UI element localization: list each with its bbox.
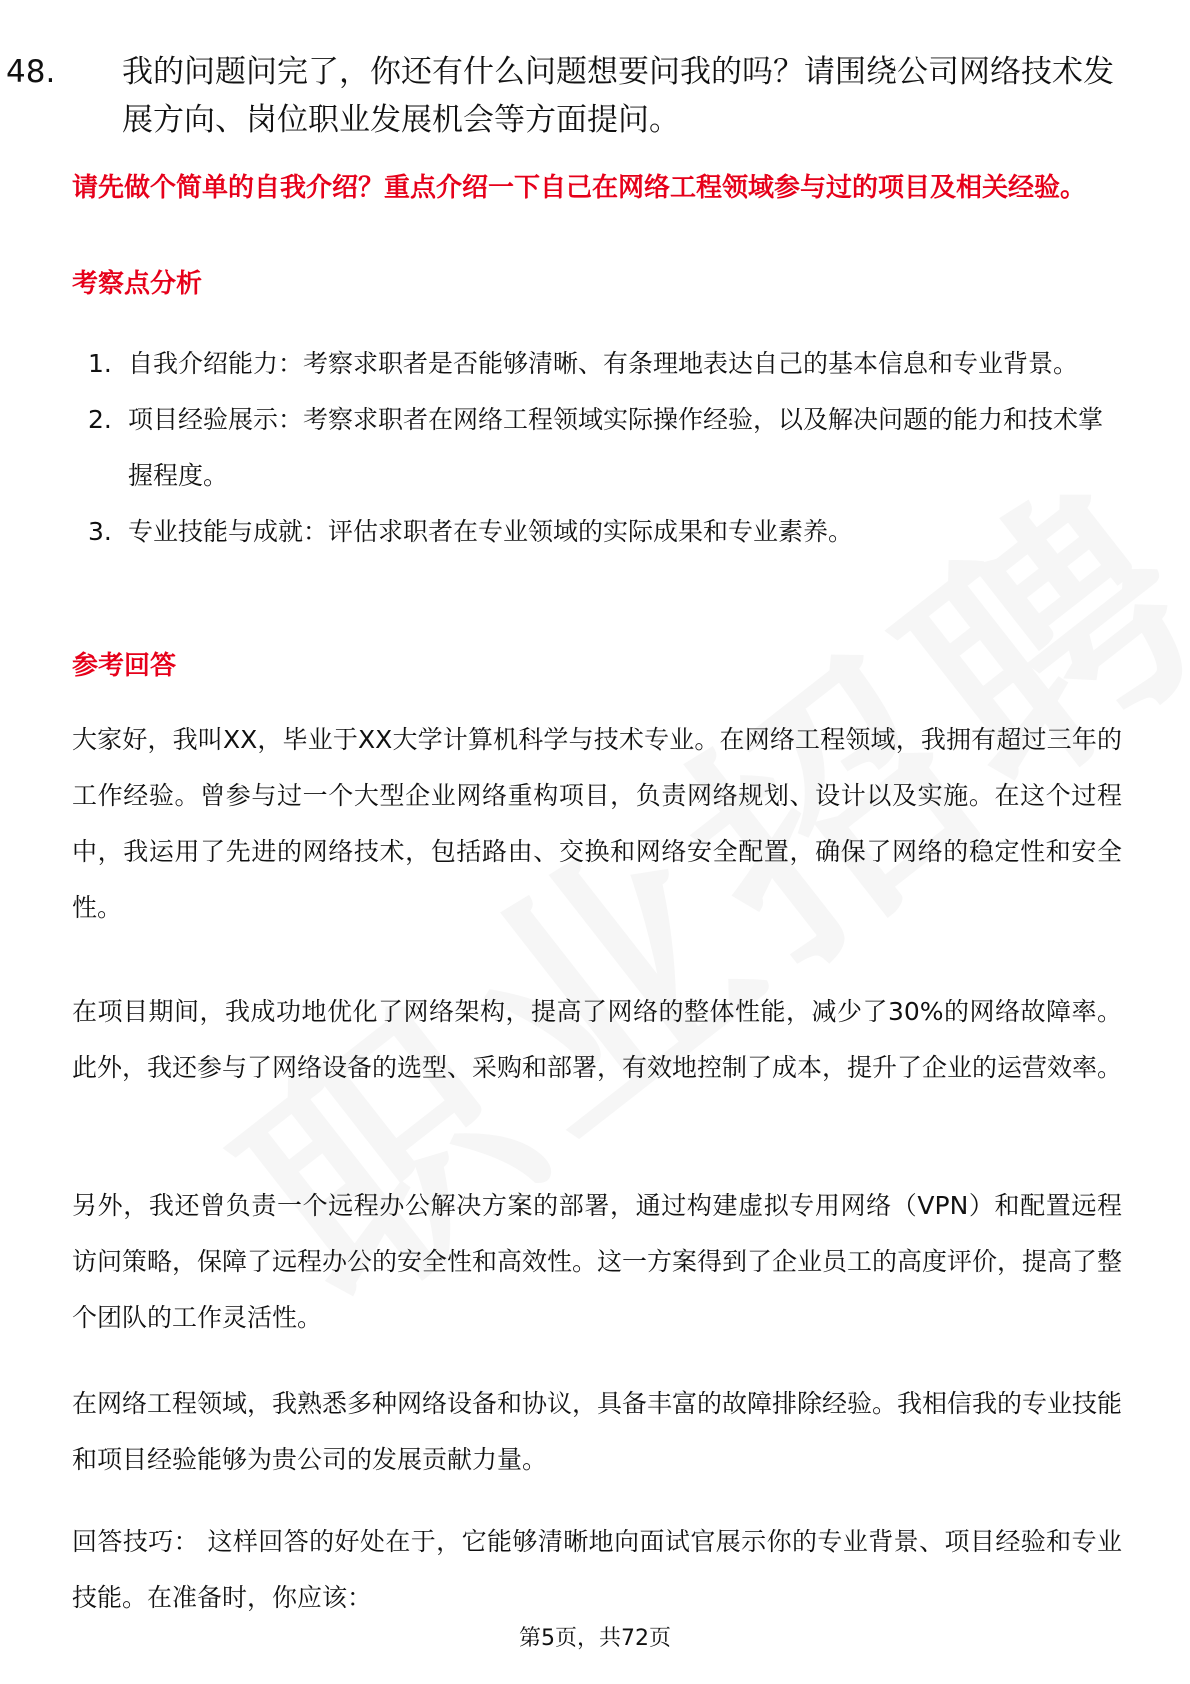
answer-paragraph: 在网络工程领域，我熟悉多种网络设备和协议，具备丰富的故障排除经验。我相信我的专业技能和项目经验能够为贵公司的发展贡献力量。	[72, 1389, 1123, 1474]
prompt-title: 请先做个简单的自我介绍？重点介绍一下自己在网络工程领域参与过的项目及相关经验。	[72, 173, 1087, 203]
page-number-footer: 第5页，共72页	[519, 1626, 671, 1651]
answer-tips-paragraph: 回答技巧： 这样回答的好处在于，它能够清晰地向面试官展示你的专业背景、项目经验和专业技能。在准备时，你应该：	[72, 1527, 1122, 1612]
point-index: 2.	[88, 405, 112, 434]
analysis-point	[72, 504, 1122, 560]
point-index: 3.	[88, 517, 112, 546]
analysis-point	[72, 336, 1122, 392]
answer-heading: 参考回答	[72, 651, 177, 681]
point-index: 1.	[88, 349, 112, 378]
question-line	[6, 48, 1124, 144]
point-text: 自我介绍能力：考察求职者是否能够清晰、有条理地表达自己的基本信息和专业背景。	[128, 349, 1079, 378]
point-text: 项目经验展示：考察求职者在网络工程领域实际操作经验，以及解决问题的能力和技术掌握程度。	[128, 405, 1104, 490]
analysis-heading: 考察点分析	[72, 269, 203, 299]
question-text: 我的问题问完了，你还有什么问题想要问我的吗？请围绕公司网络技术发展方向、岗位职业发展机会等方面提问。	[122, 54, 1114, 138]
point-text: 专业技能与成就：评估求职者在专业领域的实际成果和专业素养。	[128, 517, 854, 546]
analysis-point	[72, 392, 1122, 504]
answer-paragraph: 大家好，我叫XX，毕业于XX大学计算机科学与技术专业。在网络工程领域，我拥有超过三年的工作经验。曾参与过一个大型企业网络重构项目，负责网络规划、设计以及实施。在这个过程中，我运用了先进的网络技术，包括路由、交换和网络安全配置，确保了网络的稳定性和安全性。	[72, 725, 1122, 922]
answer-paragraph: 在项目期间，我成功地优化了网络架构，提高了网络的整体性能，减少了30%的网络故障率。此外，我还参与了网络设备的选型、采购和部署，有效地控制了成本，提升了企业的运营效率。	[72, 997, 1123, 1082]
question-block	[6, 48, 1124, 144]
analysis-points-list	[72, 336, 1122, 560]
answer-paragraph: 另外，我还曾负责一个远程办公解决方案的部署，通过构建虚拟专用网络（VPN）和配置远程访问策略，保障了远程办公的安全性和高效性。这一方案得到了企业员工的高度评价，提高了整个团队的工作灵活性。	[72, 1191, 1123, 1332]
question-number: 48.	[6, 54, 56, 90]
